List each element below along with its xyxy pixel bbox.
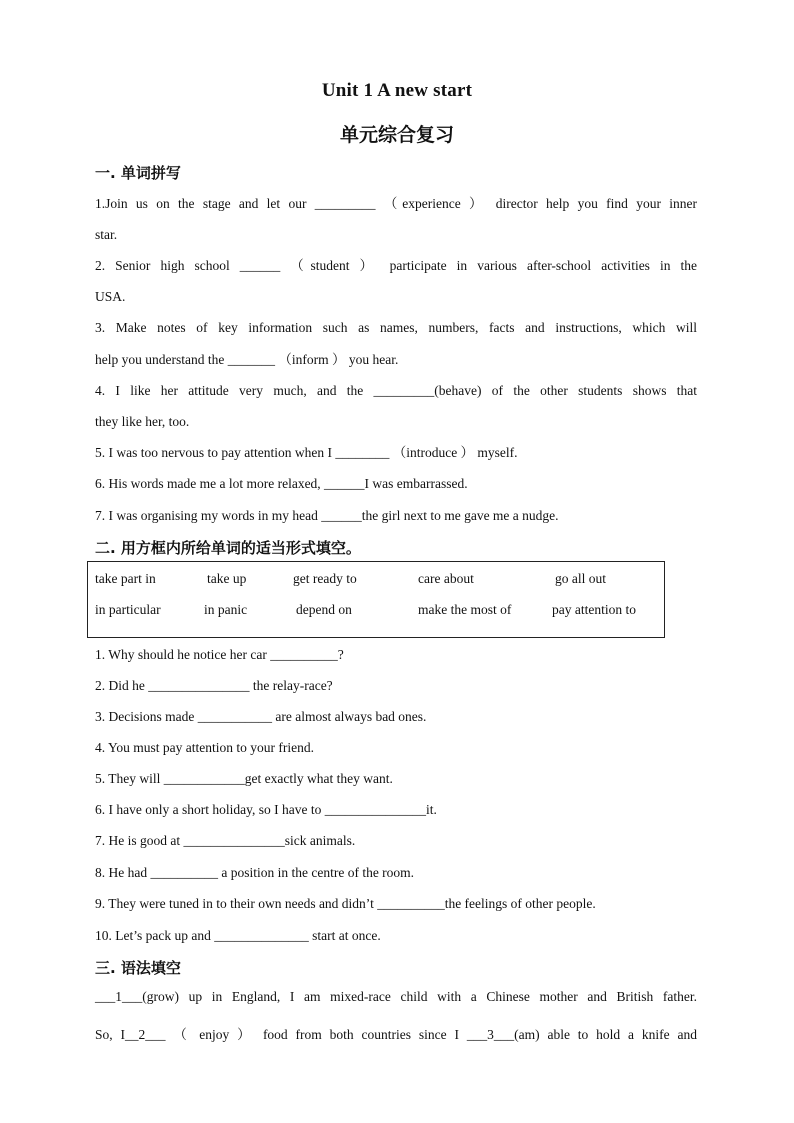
word-option: care about [418,571,474,586]
word-option: make the most of [418,602,512,617]
question-line: 6. I have only a short holiday, so I have to _______________it. [95,802,437,817]
word-option: take part in [95,571,156,586]
page-title: Unit 1 A new start [321,80,473,101]
question-line: 7. He is good at _______________sick animals. [95,833,356,848]
question-line: 9. They were tuned in to their own needs and didn’t __________the feelings of other people. [95,896,596,911]
question-line: 2. Did he _______________ the relay-race? [95,678,333,693]
question-line: they like her, too. [95,414,190,429]
question-line: 6. His words made me a lot more relaxed, ______I was embarrassed. [95,476,468,491]
word-option: get ready to [293,571,357,586]
question-line: 4. I like her attitude very much, and the _________(behave) of the other students shows that [95,383,697,398]
question-line: help you understand the _______ （inform ） you hear. [95,352,399,367]
question-line: 3. Decisions made ___________ are almost always bad ones. [95,709,427,724]
question-line: 4. You must pay attention to your friend. [95,740,314,755]
passage-line: So, I__2___ （ enjoy ） food from both countries since I ___3___(am) able to hold a knife and [95,1027,697,1042]
section-2-heading: 二. 用方框内所给单词的适当形式填空。 [95,539,361,557]
question-line: 8. He had __________ a position in the centre of the room. [95,865,415,880]
question-line: 10. Let’s pack up and ______________ start at once. [95,928,381,943]
question-line: star. [95,227,118,242]
question-line: 5. They will ____________get exactly what they want. [95,771,393,786]
page-subtitle: 单元综合复习 [339,124,454,146]
word-box [87,561,665,638]
word-option: depend on [296,602,352,617]
word-option: go all out [555,571,606,586]
passage-line: ___1___(grow) up in England, I am mixed-race child with a Chinese mother and British father. [95,989,697,1004]
word-option: take up [207,571,247,586]
question-line: USA. [95,289,126,304]
section-1-heading: 一. 单词拼写 [95,164,181,182]
section-3-heading: 三. 语法填空 [95,959,181,977]
question-line: 1.Join us on the stage and let our _________ （experience ） director help you find your inner [95,196,697,211]
word-option: in particular [95,602,161,617]
question-line: 1. Why should he notice her car __________? [95,647,344,662]
question-line: 2. Senior high school ______ （student ） participate in various after-school activities in the [95,258,697,273]
question-line: 7. I was organising my words in my head ______the girl next to me gave me a nudge. [95,508,559,523]
word-option: in panic [204,602,248,617]
question-line: 3. Make notes of key information such as names, numbers, facts and instructions, which will [95,320,697,335]
word-option: pay attention to [552,602,636,617]
question-line: 5. I was too nervous to pay attention when I ________ （introduce ） myself. [95,445,518,460]
